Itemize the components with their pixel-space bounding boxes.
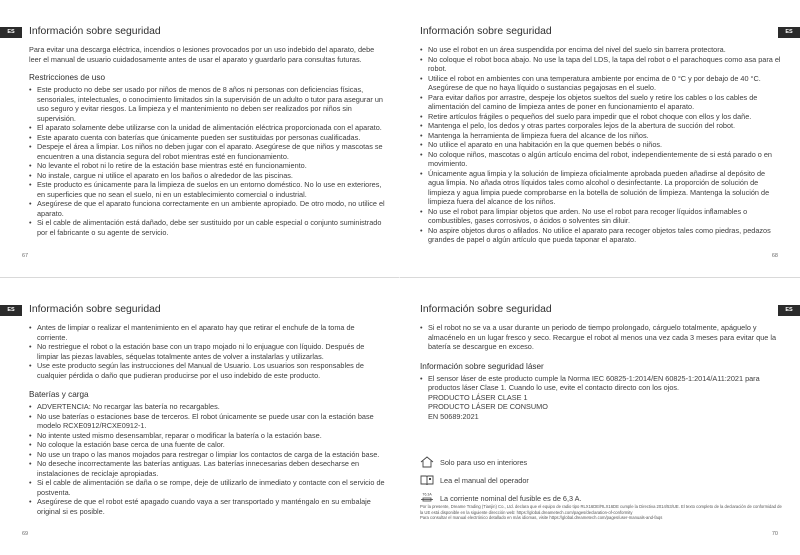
list-item: • Retire artículos frágiles o pequeños del suelo para impedir que el robot choque con ellos y los dañe. [420, 112, 782, 122]
list-item: • Únicamente agua limpia y la solución de limpieza oficialmente aprobada pueden añadirse al depósito de agua limpia. No añada otros líquidos tales como alcohol o desinfectante. La proporción de solución de limpieza y agua limpia puede comprobarse en la botella de solución de limpieza. Mantenga la solución de limpieza fuera del alcance de los niños. [420, 169, 782, 207]
section-subtitle: Baterías y carga [29, 390, 89, 399]
page-number: 70 [771, 531, 778, 537]
list-item: • ADVERTENCIA: No recargar las batería no recargables. [29, 402, 385, 412]
list-item: • No levante el robot ni lo retire de la estación base mientras esté en funcionamiento. [29, 161, 385, 171]
house-icon [420, 456, 434, 468]
list-item: • Despeje el área a limpiar. Los niños no deben jugar con el aparato. Asegúrese de que niños y mascotas se encuentren a una distancia segura del robot mientras esté en funcionamiento. [29, 142, 385, 161]
page-69 [0, 278, 400, 555]
language-tab: ES [0, 305, 22, 316]
intro-paragraph: Para evitar una descarga eléctrica, incendios o lesiones provocados por un uso indebido del aparato, debe leer el manual de usuario cuidadosamente antes de usar el aparato y guardarlo para consultas futuras. [29, 45, 375, 64]
section-subtitle: Restricciones de uso [29, 73, 105, 82]
page-title: Información sobre seguridad [29, 26, 161, 37]
page-content [29, 323, 385, 516]
list-item: • El aparato solamente debe utilizarse con la unidad de alimentación eléctrica proporcionada con el aparato. [29, 123, 385, 133]
list-item: • No utilice el aparato en una habitación en la que quemen bebés o niños. [420, 140, 782, 150]
bullet-list-laser [420, 374, 782, 393]
manual-link-text: Para consultar el manual electrónico detallado en más idiomas, visite https://global.dreametech.com/pages/user-manuals-and-faqs [420, 515, 663, 521]
list-item: • No coloque la estación base cerca de una fuente de calor. [29, 440, 385, 450]
list-item: • No use baterías o estaciones base de terceros. El robot únicamente se puede usar con la estación base modelo RCXE0912/RCXE0912-1. [29, 412, 385, 431]
list-item: • El sensor láser de este producto cumple la Norma IEC 60825-1:2014/EN 60825-1:2014/A11:2021 para productos láser Clase 1. Cuando lo use, evite el contacto directo con los ojos. [420, 374, 782, 393]
list-item: • No aspire objetos duros o afilados. No utilice el aparato para recoger objetos tales como piedras, pedazos grandes de papel o algún artículo que pueda taponar el aparato. [420, 226, 782, 245]
bullet-list [29, 323, 385, 380]
list-item: • No use el robot en un área suspendida por encima del nivel del suelo sin barrera protectora. [420, 45, 782, 55]
list-item: • Mantenga la herramienta de limpieza fuera del alcance de los niños. [420, 131, 782, 141]
list-item: • No restriegue el robot o la estación base con un trapo mojado ni lo enjuague con líquido. Después de limpiar las piezas lavables, séquelas totalmente antes de volver a instalarlas y utilizarlas. [29, 342, 385, 361]
list-item: • No intente usted mismo desensamblar, reparar o modificar la batería o la estación base. [29, 431, 385, 441]
fine-print [420, 504, 786, 521]
list-item: • No instale, cargue ni utilice el aparato en los baños o alrededor de las piscinas. [29, 171, 385, 181]
list-item: • Si el cable de alimentación se daña o se rompe, deje de utilizarlo de inmediato y contacte con el servicio de postventa. [29, 478, 385, 497]
page-number: 68 [771, 253, 778, 259]
list-item: • Use este producto según las instrucciones del Manual de Usuario. Los usuarios son responsables de cualquier pérdida o daño que pudieran producirse por el uso indebido de este producto. [29, 361, 385, 380]
fuse-icon [420, 492, 434, 504]
page-number: 67 [22, 253, 29, 259]
list-item: • Utilice el robot en ambientes con una temperatura ambiente por encima de 0 °C y por debajo de 40 °C. Asegúrese de que no haya líquido o sustancias pegajosas en el suelo. [420, 74, 782, 93]
fuse-icon-label: T6.3A [422, 492, 432, 497]
page-number: 69 [22, 531, 29, 537]
list-item: • Mantenga el pelo, los dedos y otras partes corporales lejos de la abertura de succión del robot. [420, 121, 782, 131]
list-item: • Este aparato cuenta con baterías que únicamente pueden ser sustituidas por personas cualificadas. [29, 133, 385, 143]
symbol-text: Solo para uso en interiores [440, 457, 528, 467]
language-tab: ES [0, 27, 22, 38]
list-item: • No deseche incorrectamente las baterías antiguas. Las baterías innecesarias deben desecharse en instalaciones de reciclaje apropiadas. [29, 459, 385, 478]
bullet-list [420, 323, 782, 352]
page-title: Información sobre seguridad [420, 304, 552, 315]
section-subtitle: Información sobre seguridad láser [420, 361, 544, 371]
bullet-list-batteries [29, 402, 385, 516]
symbol-row-manual [420, 472, 785, 488]
laser-standard-line: EN 50689:2021 [428, 411, 479, 421]
declaration-text: Por la presente, Dreame Trading (Tianjin) Co., Ltd. declara que el equipo de radio tipo RLX16DE/RLX16DE cumple la Directiva 2014/53/UE. El texto completo de la declaración de conformidad de la UE está disponible en la siguiente dirección web: https://global.dreametech.com/pages/declaration-of-conformity [420, 504, 782, 515]
page-67 [0, 0, 400, 277]
page-content [420, 323, 782, 421]
symbol-legend [420, 454, 785, 508]
page-title: Información sobre seguridad [29, 304, 161, 315]
list-item: • Asegúrese de que el aparato funciona correctamente en un ambiente apropiado. De otro modo, no utilice el aparato. [29, 199, 385, 218]
list-item: • No coloque niños, mascotas o algún artículo encima del robot, independientemente de si está parado o en movimiento. [420, 150, 782, 169]
list-item: • Si el cable de alimentación está dañado, debe ser sustituido por un cable especial o conjunto suministrado por el fabricante o su agente de servicio. [29, 218, 385, 237]
symbol-text: Lea el manual del operador [440, 475, 529, 485]
laser-consumer-line: PRODUCTO LÁSER DE CONSUMO [428, 402, 548, 411]
list-item: • No coloque el robot boca abajo. No use la tapa del LDS, la tapa del robot o el parachoques como asa para el robot. [420, 55, 782, 74]
symbol-row-indoor [420, 454, 785, 470]
list-item: • Este producto no debe ser usado por niños de menos de 8 años ni personas con deficiencias físicas, sensoriales, intelectuales, o conocimiento limitados sin la supervisión de un adulto o tutor para asegurar un uso seguro y evitar riesgos. La limpieza y el mantenimiento no deben ser realizados por niños sin supervisión. [29, 85, 385, 123]
list-item: • No use el robot para limpiar objetos que arden. No use el robot para recoger líquidos inflamables o combustibles, gases corrosivos, o ácidos o solventes sin diluir. [420, 207, 782, 226]
list-item: • Si el robot no se va a usar durante un periodo de tiempo prolongado, cárguelo totalmente, apáguelo y almacénelo en un lugar fresco y seco. Recargue el robot al menos una vez cada 3 meses para evitar que la batería se descargue en exceso. [420, 323, 782, 352]
list-item: • No use un trapo o las manos mojados para restregar o limpiar los contactos de carga de la estación base. [29, 450, 385, 460]
page-title: Información sobre seguridad [420, 26, 552, 37]
list-item: • Antes de limpiar o realizar el mantenimiento en el aparato hay que retirar el enchufe de la toma de corriente. [29, 323, 385, 342]
symbol-text: La corriente nominal del fusible es de 6,3 A. [440, 493, 582, 503]
language-tab: ES [778, 305, 800, 316]
page-68 [400, 0, 800, 277]
page-70 [400, 278, 800, 555]
language-tab: ES [778, 27, 800, 38]
list-item: • Para evitar daños por arrastre, despeje los objetos sueltos del suelo y retire los cables o los cables de alimentación del camino de limpieza antes de poner en funcionamiento el aparato. [420, 93, 782, 112]
manual-book-icon [420, 474, 434, 486]
page-content [420, 45, 782, 245]
list-item: • Este producto es únicamente para la limpieza de suelos en un entorno doméstico. No lo use en exteriores, en superficies que no sean el suelo, ni en un establecimiento comercial o industrial. [29, 180, 385, 199]
list-item: • Asegúrese de que el robot esté apagado cuando vaya a ser transportado y manténgalo en su embalaje original si es posible. [29, 497, 385, 516]
page-content [29, 45, 385, 237]
laser-class-line: PRODUCTO LÁSER CLASE 1 [428, 392, 528, 402]
bullet-list [29, 85, 385, 237]
bullet-list [420, 45, 782, 245]
